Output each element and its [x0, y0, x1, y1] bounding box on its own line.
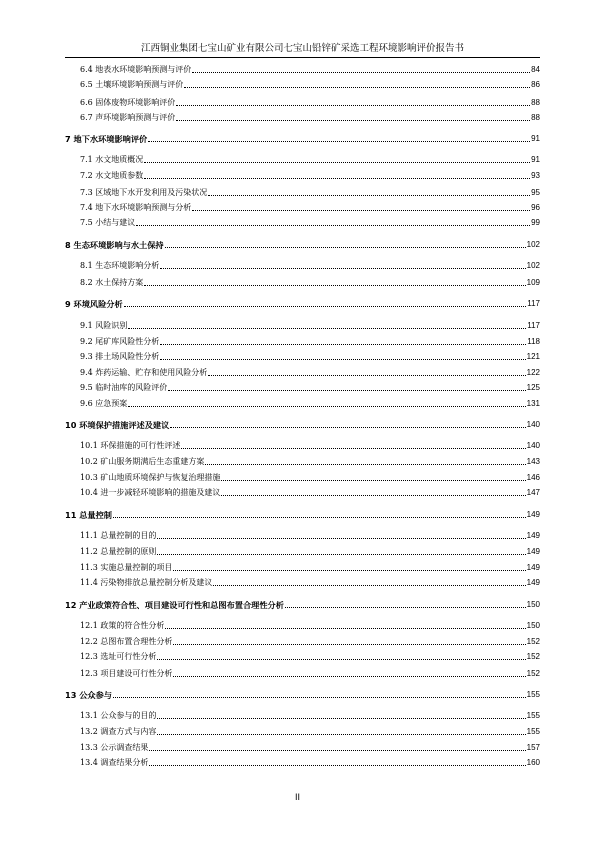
toc-section-entry[interactable]	[80, 381, 540, 393]
toc-dot-leader	[157, 659, 525, 660]
toc-entry-page-number: 149	[526, 510, 540, 519]
toc-dot-leader	[208, 195, 530, 196]
toc-entry-page-number: 125	[526, 383, 540, 392]
toc-entry-page-number: 149	[526, 578, 540, 587]
toc-section-entry[interactable]	[80, 276, 540, 288]
toc-dot-leader	[157, 734, 525, 735]
toc-dot-leader	[124, 306, 527, 307]
toc-section-entry[interactable]	[80, 63, 540, 75]
toc-section-entry[interactable]	[80, 259, 540, 271]
toc-entry-page-number: 118	[527, 337, 540, 346]
toc-entry-page-number: 84	[531, 65, 540, 74]
toc-dot-leader	[160, 344, 526, 345]
toc-entry-title: 8.2 水土保持方案	[80, 278, 144, 287]
toc-section-entry[interactable]	[80, 153, 540, 165]
toc-entry-page-number: 155	[526, 711, 540, 720]
toc-entry-title: 9.5 临时油库的风险评价	[80, 383, 168, 392]
toc-entry-page-number: 149	[526, 547, 540, 556]
toc-entry-title: 10 环境保护措施评述及建议	[65, 420, 170, 430]
toc-entry-title: 7.1 水文地质概况	[80, 155, 144, 164]
toc-section-entry[interactable]	[80, 335, 540, 347]
page-header: 江西铜业集团七宝山矿业有限公司七宝山铅锌矿采选工程环境影响评价报告书	[140, 43, 464, 54]
toc-entry-page-number: 88	[531, 113, 540, 122]
toc-dot-leader	[173, 676, 525, 677]
toc-dot-leader	[165, 628, 525, 629]
toc-chapter-entry[interactable]	[65, 688, 540, 700]
toc-entry-title: 9.2 尾矿库风险性分析	[80, 337, 160, 346]
toc-entry-title: 9.1 风险识别	[80, 321, 128, 330]
toc-entry-title: 6.6 固体废物环境影响评价	[80, 98, 176, 107]
toc-entry-page-number: 131	[526, 399, 540, 408]
toc-dot-leader	[205, 464, 525, 465]
toc-entry-page-number: 150	[526, 600, 540, 609]
toc-section-entry[interactable]	[80, 186, 540, 198]
toc-entry-title: 9 环境风险分析	[65, 299, 123, 309]
toc-section-entry[interactable]	[80, 350, 540, 362]
toc-entry-page-number: 152	[526, 669, 540, 678]
toc-dot-leader	[144, 178, 530, 179]
toc-entry-title: 12.1 政策的符合性分析	[80, 621, 165, 630]
toc-entry-page-number: 143	[526, 457, 540, 466]
toc-dot-leader	[168, 390, 525, 391]
toc-chapter-entry[interactable]	[65, 418, 540, 430]
toc-entry-page-number: 109	[526, 278, 540, 287]
toc-entry-page-number: 155	[526, 690, 540, 699]
toc-dot-leader	[113, 517, 526, 518]
toc-section-entry[interactable]	[80, 667, 540, 679]
toc-section-entry[interactable]	[80, 545, 540, 557]
toc-entry-title: 7 地下水环境影响评价	[65, 134, 148, 144]
toc-entry-page-number: 99	[531, 218, 540, 227]
toc-entry-title: 10.1 环保措施的可行性评述	[80, 441, 181, 450]
toc-section-entry[interactable]	[80, 366, 540, 378]
toc-dot-leader	[173, 644, 525, 645]
toc-section-entry[interactable]	[80, 486, 540, 498]
toc-entry-title: 11.4 污染物排放总量控制分析及建议	[80, 578, 213, 587]
toc-entry-page-number: 86	[531, 80, 540, 89]
toc-dot-leader	[136, 225, 530, 226]
toc-entry-page-number: 149	[526, 563, 540, 572]
toc-dot-leader	[128, 406, 525, 407]
toc-section-entry[interactable]	[80, 216, 540, 228]
toc-entry-title: 13.1 公众参与的目的	[80, 711, 157, 720]
toc-entry-title: 10.2 矿山服务期满后生态重建方案	[80, 457, 205, 466]
toc-dot-leader	[176, 105, 530, 106]
toc-entry-title: 8.1 生态环境影响分析	[80, 261, 160, 270]
toc-entry-title: 13.2 调查方式与内容	[80, 727, 157, 736]
toc-section-entry[interactable]	[80, 561, 540, 573]
toc-section-entry[interactable]	[80, 96, 540, 108]
toc-entry-page-number: 140	[526, 441, 540, 450]
toc-dot-leader	[173, 570, 525, 571]
toc-dot-leader	[149, 750, 525, 751]
toc-entry-page-number: 152	[526, 652, 540, 661]
toc-chapter-entry[interactable]	[65, 238, 540, 250]
toc-dot-leader	[148, 141, 530, 142]
toc-entry-page-number: 96	[531, 203, 540, 212]
toc-entry-title: 6.4 地表水环境影响预测与评价	[80, 65, 192, 74]
toc-entry-title: 13.3 公示调查结果	[80, 743, 149, 752]
toc-entry-page-number: 122	[526, 368, 540, 377]
toc-dot-leader	[157, 718, 525, 719]
toc-entry-title: 11 总量控制	[65, 510, 112, 520]
toc-entry-title: 12.3 项目建设可行性分析	[80, 669, 173, 678]
toc-entry-page-number: 117	[527, 321, 540, 330]
toc-dot-leader	[165, 247, 526, 248]
toc-dot-leader	[149, 765, 525, 766]
toc-entry-title: 13.4 调查结果分析	[80, 758, 149, 767]
toc-section-entry[interactable]	[80, 111, 540, 123]
toc-entry-title: 9.6 应急预案	[80, 399, 128, 408]
toc-entry-page-number: 121	[526, 352, 540, 361]
toc-entry-title: 7.5 小结与建议	[80, 218, 136, 227]
toc-section-entry[interactable]	[80, 397, 540, 409]
toc-entry-title: 9.4 炸药运输、贮存和使用风险分析	[80, 368, 208, 377]
toc-section-entry[interactable]	[80, 529, 540, 541]
toc-entry-page-number: 91	[531, 134, 540, 143]
page-number: II	[294, 792, 300, 802]
toc-chapter-entry[interactable]	[65, 297, 540, 309]
toc-dot-leader	[170, 427, 525, 428]
toc-entry-page-number: 146	[526, 473, 540, 482]
toc-entry-page-number: 149	[526, 531, 540, 540]
toc-dot-leader	[208, 375, 525, 376]
toc-entry-title: 12 产业政策符合性、项目建设可行性和总图布置合理性分析	[65, 600, 284, 610]
toc-dot-leader	[221, 480, 525, 481]
toc-dot-leader	[213, 585, 525, 586]
toc-section-entry[interactable]	[80, 471, 540, 483]
toc-dot-leader	[184, 87, 530, 88]
toc-entry-title: 12.2 总图布置合理性分析	[80, 637, 173, 646]
toc-section-entry[interactable]	[80, 78, 540, 90]
toc-entry-page-number: 147	[526, 488, 540, 497]
toc-section-entry[interactable]	[80, 576, 540, 588]
toc-entry-page-number: 150	[526, 621, 540, 630]
toc-section-entry[interactable]	[80, 319, 540, 331]
toc-dot-leader	[192, 72, 530, 73]
toc-entry-page-number: 160	[526, 758, 540, 767]
toc-entry-title: 11.3 实施总量控制的项目	[80, 563, 173, 572]
toc-dot-leader	[128, 328, 526, 329]
toc-section-entry[interactable]	[80, 439, 540, 451]
toc-section-entry[interactable]	[80, 635, 540, 647]
toc-entry-page-number: 102	[526, 261, 540, 270]
toc-entry-title: 13 公众参与	[65, 690, 112, 700]
toc-dot-leader	[113, 697, 526, 698]
toc-entry-page-number: 95	[531, 188, 540, 197]
toc-entry-page-number: 140	[526, 420, 540, 429]
toc-section-entry[interactable]	[80, 169, 540, 181]
toc-entry-page-number: 102	[526, 240, 540, 249]
toc-entry-title: 7.2 水文地质参数	[80, 171, 144, 180]
toc-entry-title: 11.2 总量控制的原则	[80, 547, 157, 556]
toc-section-entry[interactable]	[80, 201, 540, 213]
toc-section-entry[interactable]	[80, 650, 540, 662]
toc-dot-leader	[157, 554, 525, 555]
toc-entry-page-number: 157	[526, 743, 540, 752]
toc-entry-title: 6.7 声环境影响预测与评价	[80, 113, 176, 122]
toc-entry-page-number: 117	[527, 299, 540, 308]
toc-dot-leader	[181, 448, 525, 449]
toc-entry-title: 9.3 排土场风险性分析	[80, 352, 160, 361]
toc-chapter-entry[interactable]	[65, 598, 540, 610]
toc-entry-title: 8 生态环境影响与水土保持	[65, 240, 164, 250]
toc-entry-page-number: 155	[526, 727, 540, 736]
toc-entry-page-number: 88	[531, 98, 540, 107]
toc-entry-title: 7.4 地下水环境影响预测与分析	[80, 203, 192, 212]
toc-dot-leader	[221, 495, 525, 496]
toc-dot-leader	[144, 162, 530, 163]
toc-section-entry[interactable]	[80, 725, 540, 737]
toc-entry-title: 10.3 矿山地质环境保护与恢复治理措施	[80, 473, 221, 482]
toc-chapter-entry[interactable]	[65, 508, 540, 520]
toc-entry-title: 7.3 区域地下水开发利用及污染状况	[80, 188, 208, 197]
toc-entry-page-number: 91	[531, 155, 540, 164]
toc-chapter-entry[interactable]	[65, 132, 540, 144]
toc-dot-leader	[285, 607, 526, 608]
toc-entry-page-number: 152	[526, 637, 540, 646]
toc-section-entry[interactable]	[80, 709, 540, 721]
toc-dot-leader	[160, 359, 525, 360]
toc-dot-leader	[176, 120, 530, 121]
toc-dot-leader	[160, 268, 525, 269]
toc-entry-title: 10.4 进一步减轻环境影响的措施及建议	[80, 488, 221, 497]
toc-dot-leader	[192, 210, 530, 211]
toc-entry-page-number: 93	[531, 171, 540, 180]
toc-dot-leader	[144, 285, 525, 286]
toc-entry-title: 12.3 选址可行性分析	[80, 652, 157, 661]
toc-section-entry[interactable]	[80, 756, 540, 768]
toc-section-entry[interactable]	[80, 619, 540, 631]
toc-section-entry[interactable]	[80, 741, 540, 753]
toc-entry-title: 6.5 土壤环境影响预测与评价	[80, 80, 184, 89]
toc-entry-title: 11.1 总量控制的目的	[80, 531, 157, 540]
toc-dot-leader	[157, 538, 525, 539]
toc-section-entry[interactable]	[80, 455, 540, 467]
